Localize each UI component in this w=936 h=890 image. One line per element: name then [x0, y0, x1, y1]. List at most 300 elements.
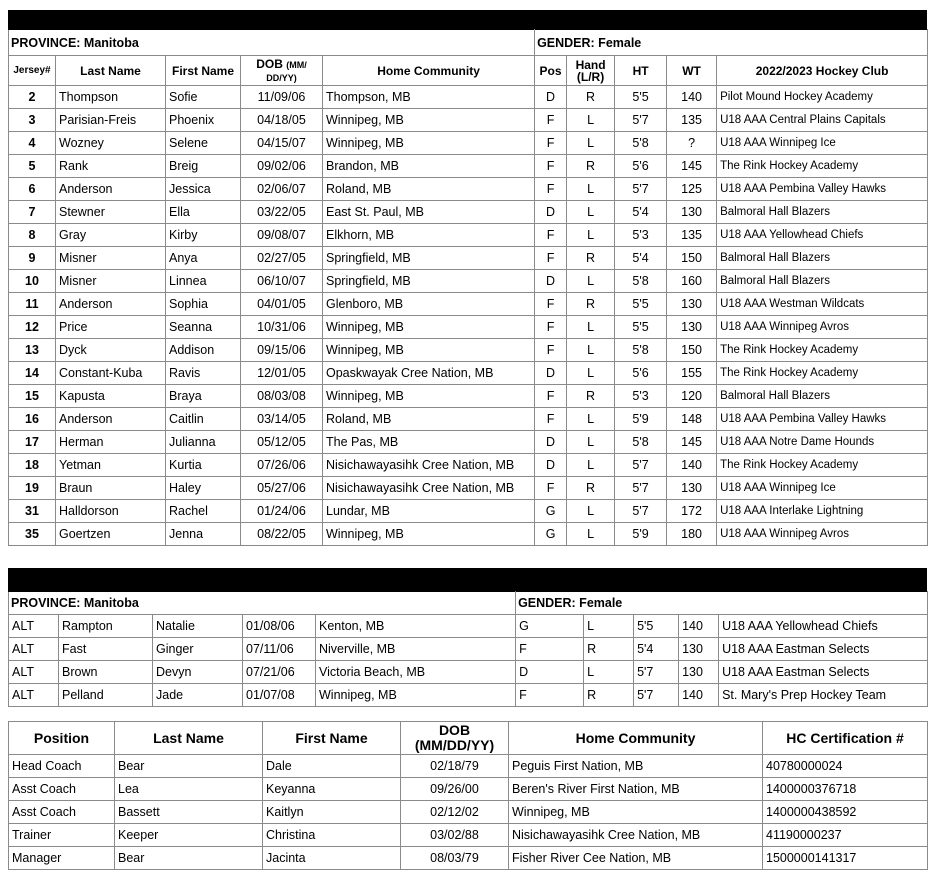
table-row [9, 638, 928, 661]
pos-cell: G [535, 500, 567, 523]
pos-cell: F [535, 109, 567, 132]
last-name-cell: Wozney [56, 132, 166, 155]
home-community-cell: Lundar, MB [323, 500, 535, 523]
club-cell: Balmoral Hall Blazers [717, 385, 928, 408]
first-name-cell: Julianna [166, 431, 241, 454]
last-name-cell: Gray [56, 224, 166, 247]
home-community-cell: Winnipeg, MB [323, 385, 535, 408]
table-row [9, 615, 928, 638]
gender-label: GENDER: Female [535, 30, 928, 56]
player-roster-table [8, 29, 928, 546]
dob-cell: 09/08/07 [241, 224, 323, 247]
hand-cell: R [567, 86, 615, 109]
dob-cell: 04/15/07 [241, 132, 323, 155]
alt-dob-cell: 01/08/06 [243, 615, 316, 638]
wt-cell: 130 [667, 477, 717, 500]
home-community-cell: Winnipeg, MB [323, 109, 535, 132]
home-community-cell: Brandon, MB [323, 155, 535, 178]
ht-cell: 5'9 [615, 408, 667, 431]
first-name-cell: Ravis [166, 362, 241, 385]
alt-alt-cell: ALT [9, 684, 59, 707]
home-community-cell: East St. Paul, MB [323, 201, 535, 224]
jersey-cell: 7 [9, 201, 56, 224]
hand-cell: L [567, 132, 615, 155]
staff-home-community-cell: Winnipeg, MB [509, 801, 763, 824]
table-row [9, 316, 928, 339]
jersey-cell: 11 [9, 293, 56, 316]
staff-position-cell: Manager [9, 847, 115, 870]
dob-cell: 12/01/05 [241, 362, 323, 385]
dob-cell: 04/01/05 [241, 293, 323, 316]
staff-col-first-name: First Name [263, 722, 401, 755]
last-name-cell: Rank [56, 155, 166, 178]
first-name-cell: Sophia [166, 293, 241, 316]
staff-home-community-cell: Beren's River First Nation, MB [509, 778, 763, 801]
alt-hand-cell: R [584, 684, 634, 707]
last-name-cell: Goertzen [56, 523, 166, 546]
staff-position-cell: Asst Coach [9, 778, 115, 801]
first-name-cell: Breig [166, 155, 241, 178]
staff-first-name-cell: Dale [263, 755, 401, 778]
club-cell: Balmoral Hall Blazers [717, 247, 928, 270]
dob-cell: 02/27/05 [241, 247, 323, 270]
last-name-cell: Misner [56, 247, 166, 270]
table-row [9, 454, 928, 477]
club-cell: U18 AAA Winnipeg Ice [717, 477, 928, 500]
dob-cell: 05/27/06 [241, 477, 323, 500]
table-row [9, 362, 928, 385]
hand-cell: R [567, 247, 615, 270]
ht-cell: 5'4 [615, 247, 667, 270]
wt-cell: 130 [667, 316, 717, 339]
hand-cell: R [567, 293, 615, 316]
first-name-cell: Ella [166, 201, 241, 224]
jersey-cell: 12 [9, 316, 56, 339]
hand-cell: R [567, 477, 615, 500]
staff-col-certification: HC Certification # [763, 722, 928, 755]
last-name-cell: Constant-Kuba [56, 362, 166, 385]
wt-cell: ? [667, 132, 717, 155]
ht-cell: 5'3 [615, 385, 667, 408]
home-community-cell: Glenboro, MB [323, 293, 535, 316]
ht-cell: 5'7 [615, 178, 667, 201]
section2-header-bar [8, 568, 927, 591]
ht-cell: 5'6 [615, 362, 667, 385]
alt-wt-cell: 130 [679, 661, 719, 684]
ht-cell: 5'7 [615, 109, 667, 132]
alt-last-cell: Pelland [59, 684, 153, 707]
ht-cell: 5'8 [615, 339, 667, 362]
staff-dob-cell: 08/03/79 [401, 847, 509, 870]
alt-pos-cell: F [516, 684, 584, 707]
home-community-cell: Elkhorn, MB [323, 224, 535, 247]
pos-cell: D [535, 270, 567, 293]
first-name-cell: Haley [166, 477, 241, 500]
club-cell: The Rink Hockey Academy [717, 339, 928, 362]
club-cell: U18 AAA Westman Wildcats [717, 293, 928, 316]
staff-position-cell: Asst Coach [9, 801, 115, 824]
first-name-cell: Sofie [166, 86, 241, 109]
staff-col-position: Position [9, 722, 115, 755]
table-row [9, 847, 928, 870]
staff-table [8, 721, 928, 870]
wt-cell: 150 [667, 247, 717, 270]
staff-last-name-cell: Bassett [115, 801, 263, 824]
hand-cell: L [567, 339, 615, 362]
staff-dob-cell: 02/18/79 [401, 755, 509, 778]
alt-last-cell: Rampton [59, 615, 153, 638]
dob-cell: 04/18/05 [241, 109, 323, 132]
home-community-cell: Springfield, MB [323, 247, 535, 270]
table-row [9, 500, 928, 523]
home-community-cell: Winnipeg, MB [323, 523, 535, 546]
staff-first-name-cell: Christina [263, 824, 401, 847]
alt-home-cell: Winnipeg, MB [316, 684, 516, 707]
jersey-cell: 14 [9, 362, 56, 385]
last-name-cell: Dyck [56, 339, 166, 362]
jersey-cell: 5 [9, 155, 56, 178]
pos-cell: F [535, 339, 567, 362]
pos-cell: F [535, 316, 567, 339]
last-name-cell: Braun [56, 477, 166, 500]
ht-cell: 5'9 [615, 523, 667, 546]
staff-dob-cell: 03/02/88 [401, 824, 509, 847]
home-community-cell: Nisichawayasihk Cree Nation, MB [323, 477, 535, 500]
dob-cell: 09/02/06 [241, 155, 323, 178]
col-first-name: First Name [166, 56, 241, 86]
dob-cell: 01/24/06 [241, 500, 323, 523]
home-community-cell: Winnipeg, MB [323, 316, 535, 339]
col-jersey: Jersey# [9, 56, 56, 86]
ht-cell: 5'5 [615, 316, 667, 339]
staff-certification-cell: 40780000024 [763, 755, 928, 778]
staff-last-name-cell: Lea [115, 778, 263, 801]
home-community-cell: Thompson, MB [323, 86, 535, 109]
staff-position-cell: Trainer [9, 824, 115, 847]
home-community-cell: Roland, MB [323, 408, 535, 431]
jersey-cell: 31 [9, 500, 56, 523]
hand-cell: L [567, 178, 615, 201]
pos-cell: F [535, 224, 567, 247]
alt-dob-cell: 07/21/06 [243, 661, 316, 684]
table-row [9, 824, 928, 847]
wt-cell: 155 [667, 362, 717, 385]
alt-dob-cell: 01/07/08 [243, 684, 316, 707]
alt-first-cell: Ginger [153, 638, 243, 661]
hand-cell: L [567, 224, 615, 247]
table-row [9, 86, 928, 109]
alt-ht-cell: 5'7 [634, 684, 679, 707]
col-home-community: Home Community [323, 56, 535, 86]
dob-cell: 11/09/06 [241, 86, 323, 109]
pos-cell: D [535, 454, 567, 477]
pos-cell: F [535, 155, 567, 178]
hand-cell: L [567, 454, 615, 477]
jersey-cell: 10 [9, 270, 56, 293]
first-name-cell: Addison [166, 339, 241, 362]
table-row [9, 778, 928, 801]
staff-dob-cell: 02/12/02 [401, 801, 509, 824]
hand-cell: L [567, 431, 615, 454]
club-cell: U18 AAA Winnipeg Avros [717, 316, 928, 339]
jersey-cell: 16 [9, 408, 56, 431]
dob-cell: 06/10/07 [241, 270, 323, 293]
col-wt: WT [667, 56, 717, 86]
staff-col-dob [401, 722, 509, 755]
last-name-cell: Stewner [56, 201, 166, 224]
pos-cell: F [535, 247, 567, 270]
hand-cell: R [567, 155, 615, 178]
pos-cell: D [535, 201, 567, 224]
province-label: PROVINCE: Manitoba [9, 30, 535, 56]
staff-position-cell: Head Coach [9, 755, 115, 778]
alt-home-cell: Kenton, MB [316, 615, 516, 638]
jersey-cell: 13 [9, 339, 56, 362]
hand-cell: L [567, 362, 615, 385]
first-name-cell: Seanna [166, 316, 241, 339]
club-cell: U18 AAA Notre Dame Hounds [717, 431, 928, 454]
hand-cell: R [567, 385, 615, 408]
dob-cell: 09/15/06 [241, 339, 323, 362]
last-name-cell: Anderson [56, 408, 166, 431]
alt-province-label: PROVINCE: Manitoba [9, 592, 516, 615]
staff-first-name-cell: Kaitlyn [263, 801, 401, 824]
jersey-cell: 15 [9, 385, 56, 408]
alt-first-cell: Natalie [153, 615, 243, 638]
alt-hand-cell: R [584, 638, 634, 661]
alt-hand-cell: L [584, 661, 634, 684]
staff-first-name-cell: Keyanna [263, 778, 401, 801]
alt-pos-cell: G [516, 615, 584, 638]
table-row [9, 385, 928, 408]
wt-cell: 150 [667, 339, 717, 362]
alt-last-cell: Brown [59, 661, 153, 684]
wt-cell: 160 [667, 270, 717, 293]
alt-home-cell: Niverville, MB [316, 638, 516, 661]
wt-cell: 125 [667, 178, 717, 201]
club-cell: Balmoral Hall Blazers [717, 201, 928, 224]
alt-pos-cell: F [516, 638, 584, 661]
alt-club-cell: U18 AAA Yellowhead Chiefs [719, 615, 928, 638]
table-row [9, 431, 928, 454]
staff-col-last-name: Last Name [115, 722, 263, 755]
club-cell: U18 AAA Winnipeg Avros [717, 523, 928, 546]
dob-cell: 02/06/07 [241, 178, 323, 201]
table-row [9, 339, 928, 362]
home-community-cell: Springfield, MB [323, 270, 535, 293]
first-name-cell: Jenna [166, 523, 241, 546]
dob-cell: 05/12/05 [241, 431, 323, 454]
alt-wt-cell: 140 [679, 684, 719, 707]
jersey-cell: 4 [9, 132, 56, 155]
ht-cell: 5'8 [615, 270, 667, 293]
club-cell: U18 AAA Yellowhead Chiefs [717, 224, 928, 247]
club-cell: U18 AAA Interlake Lightning [717, 500, 928, 523]
table-row [9, 755, 928, 778]
club-cell: Balmoral Hall Blazers [717, 270, 928, 293]
first-name-cell: Kirby [166, 224, 241, 247]
dob-cell: 03/22/05 [241, 201, 323, 224]
alt-first-cell: Jade [153, 684, 243, 707]
table-row [9, 109, 928, 132]
club-cell: The Rink Hockey Academy [717, 454, 928, 477]
jersey-cell: 35 [9, 523, 56, 546]
dob-cell: 08/22/05 [241, 523, 323, 546]
alt-wt-cell: 140 [679, 615, 719, 638]
dob-main: DOB [256, 56, 283, 71]
club-cell: Pilot Mound Hockey Academy [717, 86, 928, 109]
hand-cell: L [567, 523, 615, 546]
dob-cell: 07/26/06 [241, 454, 323, 477]
pos-cell: D [535, 431, 567, 454]
table-row [9, 684, 928, 707]
dob-sub2: DD/YY) [266, 72, 297, 83]
staff-certification-cell: 1400000438592 [763, 801, 928, 824]
staff-col-home-community: Home Community [509, 722, 763, 755]
first-name-cell: Rachel [166, 500, 241, 523]
last-name-cell: Misner [56, 270, 166, 293]
club-cell: U18 AAA Central Plains Capitals [717, 109, 928, 132]
first-name-cell: Selene [166, 132, 241, 155]
ht-cell: 5'4 [615, 201, 667, 224]
pos-cell: F [535, 408, 567, 431]
home-community-cell: Winnipeg, MB [323, 132, 535, 155]
club-cell: U18 AAA Pembina Valley Hawks [717, 178, 928, 201]
club-cell: The Rink Hockey Academy [717, 362, 928, 385]
dob-sub1: (MM/ [286, 59, 307, 70]
staff-dob-main: DOB [438, 722, 471, 738]
alt-first-cell: Devyn [153, 661, 243, 684]
wt-cell: 180 [667, 523, 717, 546]
first-name-cell: Kurtia [166, 454, 241, 477]
staff-certification-cell: 1500000141317 [763, 847, 928, 870]
col-ht: HT [615, 56, 667, 86]
last-name-cell: Anderson [56, 178, 166, 201]
jersey-cell: 18 [9, 454, 56, 477]
ht-cell: 5'8 [615, 431, 667, 454]
alt-gender-label: GENDER: Female [516, 592, 928, 615]
wt-cell: 140 [667, 454, 717, 477]
last-name-cell: Kapusta [56, 385, 166, 408]
ht-cell: 5'8 [615, 132, 667, 155]
hand-cell: L [567, 316, 615, 339]
hand-cell: L [567, 201, 615, 224]
table-row [9, 224, 928, 247]
alt-alt-cell: ALT [9, 661, 59, 684]
first-name-cell: Braya [166, 385, 241, 408]
table-row [9, 293, 928, 316]
hand-cell: L [567, 500, 615, 523]
pos-cell: D [535, 86, 567, 109]
ht-cell: 5'5 [615, 86, 667, 109]
first-name-cell: Anya [166, 247, 241, 270]
home-community-cell: Roland, MB [323, 178, 535, 201]
last-name-cell: Herman [56, 431, 166, 454]
pos-cell: G [535, 523, 567, 546]
wt-cell: 130 [667, 293, 717, 316]
alt-ht-cell: 5'5 [634, 615, 679, 638]
col-hand [567, 56, 615, 86]
alt-wt-cell: 130 [679, 638, 719, 661]
hand-main: Hand [575, 57, 606, 72]
last-name-cell: Parisian-Freis [56, 109, 166, 132]
home-community-cell: Opaskwayak Cree Nation, MB [323, 362, 535, 385]
pos-cell: F [535, 385, 567, 408]
hand-sub: (L/R) [576, 69, 605, 84]
wt-cell: 140 [667, 86, 717, 109]
last-name-cell: Price [56, 316, 166, 339]
table-row [9, 270, 928, 293]
ht-cell: 5'6 [615, 155, 667, 178]
ht-cell: 5'3 [615, 224, 667, 247]
col-last-name: Last Name [56, 56, 166, 86]
alt-home-cell: Victoria Beach, MB [316, 661, 516, 684]
alt-ht-cell: 5'4 [634, 638, 679, 661]
staff-last-name-cell: Bear [115, 847, 263, 870]
col-pos: Pos [535, 56, 567, 86]
jersey-cell: 17 [9, 431, 56, 454]
alt-alt-cell: ALT [9, 638, 59, 661]
last-name-cell: Thompson [56, 86, 166, 109]
wt-cell: 145 [667, 155, 717, 178]
club-cell: U18 AAA Pembina Valley Hawks [717, 408, 928, 431]
alternates-table [8, 591, 928, 707]
wt-cell: 145 [667, 431, 717, 454]
staff-dob-sub: (MM/DD/YY) [414, 737, 495, 753]
alt-alt-cell: ALT [9, 615, 59, 638]
hand-cell: L [567, 270, 615, 293]
alt-dob-cell: 07/11/06 [243, 638, 316, 661]
table-row [9, 178, 928, 201]
alt-hand-cell: L [584, 615, 634, 638]
alt-ht-cell: 5'7 [634, 661, 679, 684]
table-row [9, 132, 928, 155]
staff-last-name-cell: Keeper [115, 824, 263, 847]
wt-cell: 172 [667, 500, 717, 523]
wt-cell: 120 [667, 385, 717, 408]
ht-cell: 5'7 [615, 500, 667, 523]
alt-pos-cell: D [516, 661, 584, 684]
jersey-cell: 19 [9, 477, 56, 500]
table-row [9, 523, 928, 546]
dob-cell: 10/31/06 [241, 316, 323, 339]
table-row [9, 155, 928, 178]
table-row [9, 201, 928, 224]
staff-home-community-cell: Nisichawayasihk Cree Nation, MB [509, 824, 763, 847]
pos-cell: F [535, 178, 567, 201]
alt-club-cell: St. Mary's Prep Hockey Team [719, 684, 928, 707]
pos-cell: F [535, 132, 567, 155]
table-row [9, 247, 928, 270]
last-name-cell: Halldorson [56, 500, 166, 523]
staff-last-name-cell: Bear [115, 755, 263, 778]
staff-dob-cell: 09/26/00 [401, 778, 509, 801]
pos-cell: D [535, 362, 567, 385]
section1-header-bar [8, 10, 927, 29]
staff-first-name-cell: Jacinta [263, 847, 401, 870]
dob-cell: 08/03/08 [241, 385, 323, 408]
hand-cell: L [567, 408, 615, 431]
alt-club-cell: U18 AAA Eastman Selects [719, 638, 928, 661]
wt-cell: 130 [667, 201, 717, 224]
pos-cell: F [535, 293, 567, 316]
wt-cell: 135 [667, 224, 717, 247]
staff-home-community-cell: Peguis First Nation, MB [509, 755, 763, 778]
jersey-cell: 2 [9, 86, 56, 109]
home-community-cell: Winnipeg, MB [323, 339, 535, 362]
last-name-cell: Anderson [56, 293, 166, 316]
home-community-cell: Nisichawayasihk Cree Nation, MB [323, 454, 535, 477]
